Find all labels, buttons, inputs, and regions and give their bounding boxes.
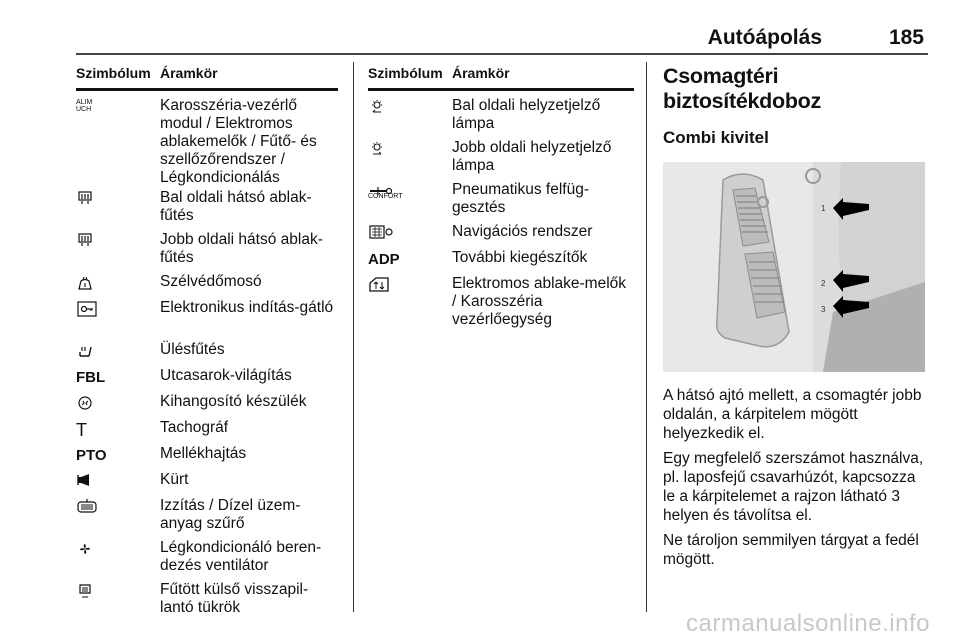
circuit-cell: Elektromos ablake-melők / Karosszéria vezérlőegység <box>452 275 627 328</box>
navigation-icon <box>368 225 394 241</box>
photo-label: 3 <box>821 305 826 314</box>
circuit-cell: További kiegészítők <box>452 249 588 266</box>
circuit-cell: Pneumatikus felfüg-gesztés <box>452 181 589 216</box>
circuit-cell: Elektronikus indítás-gátló <box>160 299 334 316</box>
immobiliser-key-icon <box>76 301 98 317</box>
circuit-cell: Szélvédőmosó <box>160 273 262 290</box>
table-row <box>368 249 634 275</box>
circuit-cell: Navigációs rendszer <box>452 223 593 240</box>
column-header-circuit: Áramkör <box>452 65 510 81</box>
watermark: carmanualsonline.info <box>686 610 930 637</box>
symbol-text: PTO <box>76 447 107 464</box>
table-row <box>76 539 338 581</box>
section-heading: Csomagtéri biztosítékdoboz <box>663 64 821 113</box>
fuse-box-photo <box>663 162 925 372</box>
diesel-filter-icon <box>76 499 98 515</box>
paragraph: Ne tároljon semmilyen tárgyat a fedél mögött. <box>663 532 919 568</box>
circuit-cell: Kürt <box>160 471 189 488</box>
column-header-circuit: Áramkör <box>160 65 218 81</box>
header-divider <box>76 53 928 55</box>
windscreen-washer-icon <box>76 275 94 291</box>
fuse-table-middle <box>368 58 634 335</box>
table-row <box>76 367 338 393</box>
table-row <box>76 393 338 419</box>
column-header-symbol: Szimbólum <box>76 65 151 81</box>
seat-heating-icon <box>76 343 94 359</box>
rear-window-heating-right-icon <box>76 233 94 249</box>
fuse-table-left <box>76 58 338 623</box>
parking-light-right-icon <box>368 141 386 157</box>
circuit-cell: Bal oldali hátsó ablak-fűtés <box>160 189 312 224</box>
table-row <box>76 341 338 367</box>
table-header <box>76 58 338 91</box>
circuit-cell: Utcasarok-világítás <box>160 367 292 384</box>
paragraph: Egy megfelelő szerszámot használva, pl. laposfejű csavarhúzót, kapcsozza le a kárpitelemet a rajzon látható 3 helyen és távolítsa el. <box>663 450 924 524</box>
table-row <box>76 419 338 445</box>
circuit-cell: Izzítás / Dízel üzem-anyag szűrő <box>160 497 301 532</box>
rear-window-heating-left-icon <box>76 191 94 207</box>
table-row <box>76 497 338 539</box>
table-row <box>76 231 338 273</box>
table-row <box>368 275 634 335</box>
table-row <box>368 223 634 249</box>
circuit-cell: Jobb oldali helyzetjelző lámpa <box>452 139 612 174</box>
table-row <box>76 471 338 497</box>
circuit-cell: Ülésfűtés <box>160 341 225 358</box>
table-row <box>368 97 634 139</box>
heated-mirror-icon <box>76 583 94 599</box>
handsfree-icon <box>76 395 94 411</box>
fan-icon <box>76 541 94 557</box>
page-number: 185 <box>888 26 924 49</box>
symbol-text: ADP <box>368 251 400 268</box>
table-row <box>76 273 338 299</box>
photo-label: 1 <box>821 204 826 213</box>
symbol-text: CONFORT <box>368 193 403 200</box>
column-header-symbol: Szimbólum <box>368 65 443 81</box>
table-row <box>76 97 338 189</box>
section-subheading: Combi kivitel <box>663 128 769 147</box>
luggage-fuse-section <box>663 64 931 569</box>
circuit-cell: Légkondicionáló beren-dezés ventilátor <box>160 539 322 574</box>
column-divider <box>646 62 647 612</box>
table-row <box>76 445 338 471</box>
circuit-cell: Jobb oldali hátsó ablak-fűtés <box>160 231 323 266</box>
column-divider <box>353 62 354 612</box>
symbol-text: FBL <box>76 369 106 386</box>
parking-light-left-icon <box>368 99 386 115</box>
paragraph: A hátsó ajtó mellett, a csomagtér jobb oldalán, a kárpitelem mögött helyezkedik el. <box>663 387 922 442</box>
table-row <box>368 139 634 181</box>
photo-label: 2 <box>821 279 826 288</box>
circuit-cell: Karosszéria-vezérlő modul / Elektromos ablakemelők / Fűtő- és szellőzőrendszer / Légkondicionálás <box>160 97 317 186</box>
symbol-text: T <box>76 420 87 440</box>
power-window-icon <box>368 277 390 293</box>
table-row <box>76 299 338 341</box>
power-supply-icon: ALIM UCH <box>76 99 93 113</box>
circuit-cell: Kihangosító készülék <box>160 393 307 410</box>
pneumatic-suspension-icon <box>368 183 396 193</box>
circuit-cell: Fűtött külső visszapil-lantó tükrök <box>160 581 309 616</box>
table-row <box>76 581 338 623</box>
table-header <box>368 58 634 91</box>
table-row <box>368 181 634 223</box>
page-header-title: Autóápolás <box>707 26 822 49</box>
circuit-cell: Tachográf <box>160 419 229 436</box>
horn-icon <box>76 473 94 489</box>
circuit-cell: Mellékhajtás <box>160 445 247 462</box>
circuit-cell: Bal oldali helyzetjelző lámpa <box>452 97 601 132</box>
table-row <box>76 189 338 231</box>
